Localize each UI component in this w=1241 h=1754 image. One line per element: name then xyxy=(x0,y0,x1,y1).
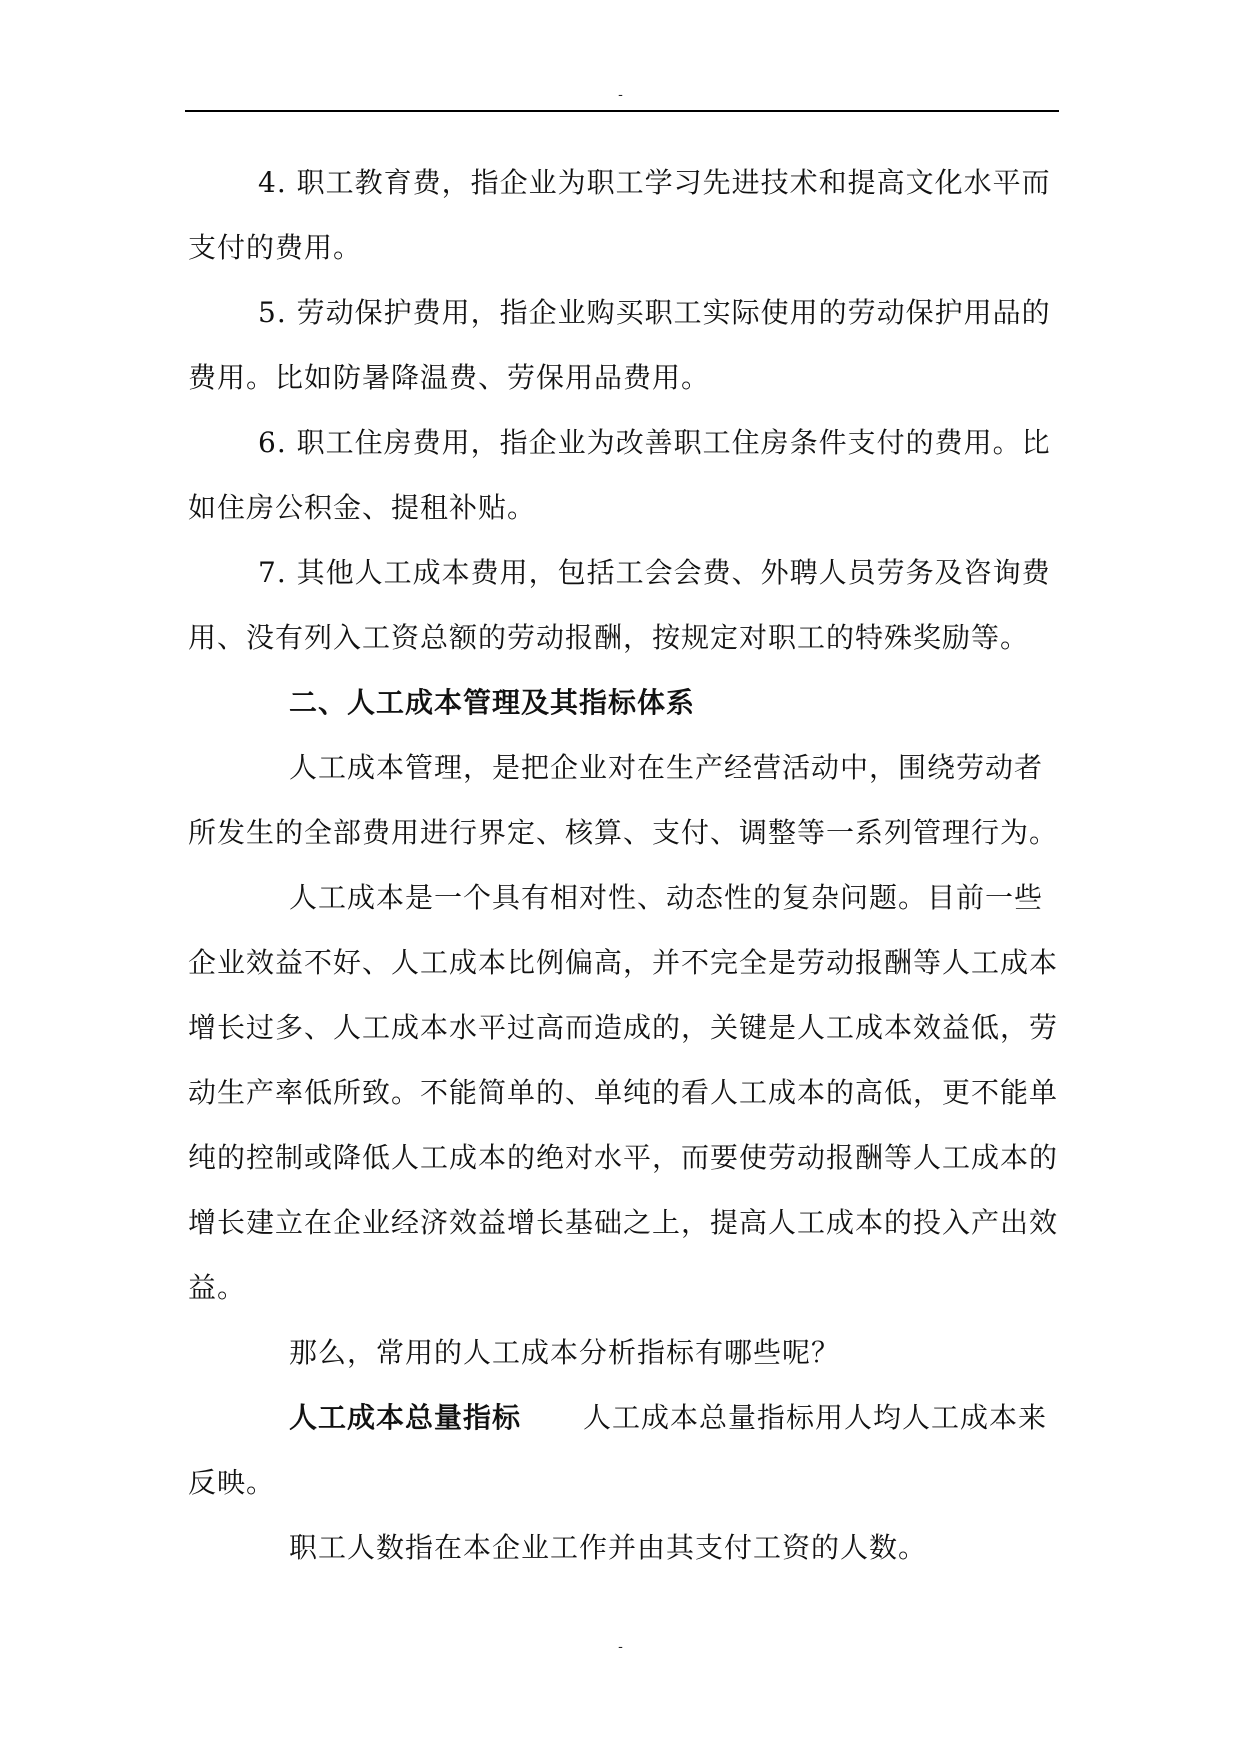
total-indicator-term: 人工成本总量指标 xyxy=(289,1401,522,1434)
paragraph-labor-protection: 5. 劳动保护费用，指企业购买职工实际使用的劳动保护用品的费用。比如防暑降温费、劳保用品费用。 xyxy=(188,296,1051,394)
footer-mark: - xyxy=(618,1639,623,1655)
paragraph-cost-management: 人工成本管理，是把企业对在生产经营活动中，围绕劳动者所发生的全部费用进行界定、核算、支付、调整等一系列管理行为。 xyxy=(188,751,1059,849)
paragraph-housing: 6. 职工住房费用，指企业为改善职工住房条件支付的费用。比如住房公积金、提租补贴。 xyxy=(188,426,1051,524)
paragraph-staff-count: 职工人数指在本企业工作并由其支付工资的人数。 xyxy=(289,1531,928,1564)
total-indicator-text: 人工成本总量指标用人均人工成本来反映。 xyxy=(188,1401,1048,1499)
paragraph-total-indicator xyxy=(188,1385,1058,1515)
section-heading: 二、人工成本管理及其指标体系 xyxy=(289,686,696,719)
header-rule xyxy=(185,110,1059,112)
document-body xyxy=(188,150,1058,1580)
paragraph-staff-education: 4. 职工教育费，指企业为职工学习先进技术和提高文化水平而支付的费用。 xyxy=(188,166,1051,264)
paragraph-question: 那么，常用的人工成本分析指标有哪些呢？ xyxy=(289,1336,841,1369)
header-mark: - xyxy=(618,87,623,103)
paragraph-cost-analysis: 人工成本是一个具有相对性、动态性的复杂问题。目前一些企业效益不好、人工成本比例偏高，并不完全是劳动报酬等人工成本增长过多、人工成本水平过高而造成的，关键是人工成本效益低，劳动生产率低所致。不能简单的、单纯的看人工成本的高低，更不能单纯的控制或降低人工成本的绝对水平，而要使劳动报酬等人工成本的增长建立在企业经济效益增长基础之上，提高人工成本的投入产出效益。 xyxy=(188,881,1059,1304)
paragraph-other-costs: 7. 其他人工成本费用，包括工会会费、外聘人员劳务及咨询费用、没有列入工资总额的劳动报酬，按规定对职工的特殊奖励等。 xyxy=(188,556,1051,654)
